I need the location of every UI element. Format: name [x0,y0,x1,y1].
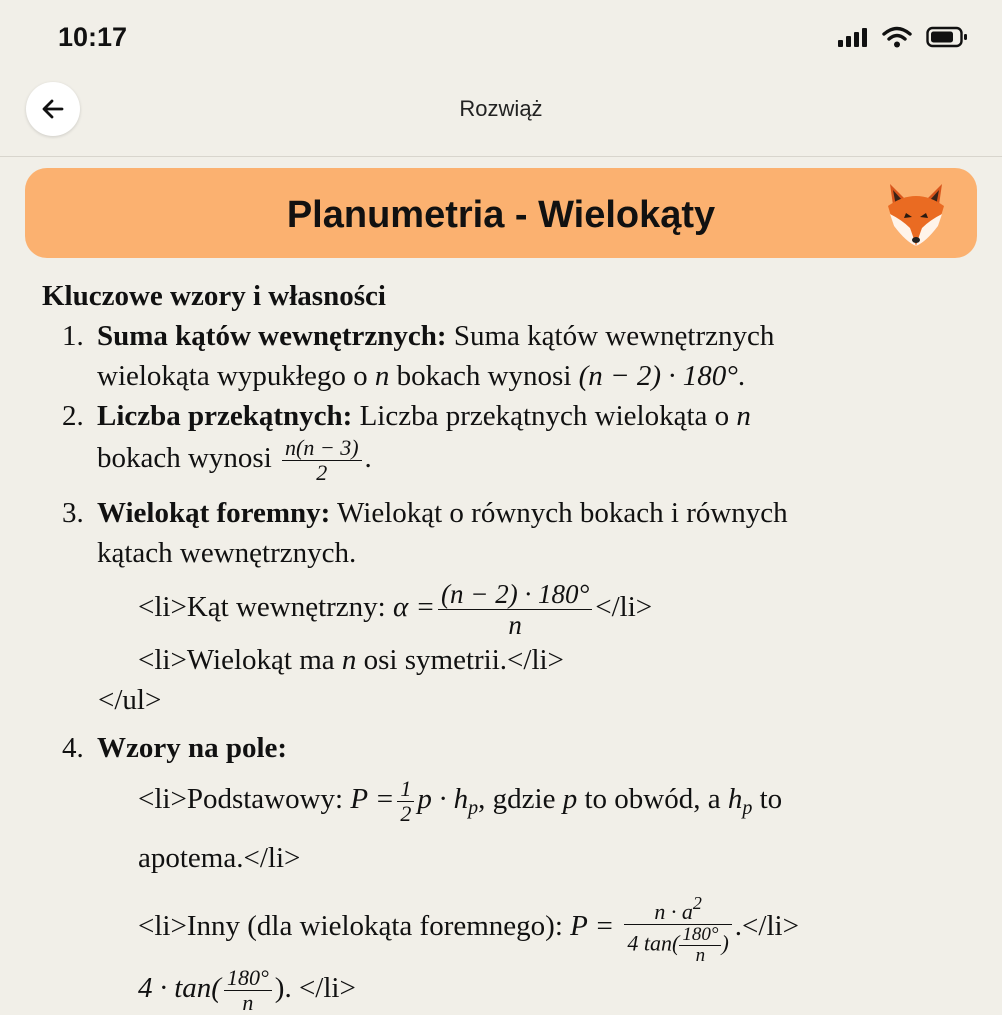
list-item [42,728,972,768]
math-var: p [562,783,578,815]
item-text: bokach wynosi [97,442,280,475]
item-text: to obwód, a [577,783,728,815]
math-formula: P = [350,783,395,815]
list-number: 4. [62,732,84,764]
item-text: to [752,783,783,815]
nav-title: Rozwiąż [459,96,543,121]
math-fraction: $\frac{n(n - 3)}{2}$ [282,436,362,485]
math-formula: 4 · tan( [138,972,221,1005]
signal-icon [838,27,868,47]
section-title: Kluczowe wzory i własności [42,280,386,312]
sublist-item [42,579,972,640]
item-text: <li>Podstawowy: [138,783,351,815]
item-text: . [364,442,372,475]
item-text: ). </li> [274,972,356,1005]
item-text: Liczba przekątnych wielokąta o [352,400,737,432]
math-formula: (n − 2) · 180° [578,360,738,392]
item-text: kątach wewnętrznych. [97,537,357,569]
math-formula: α = [392,591,436,624]
list-number: 2. [62,400,84,432]
page-title: Planumetria - Wielokąty [286,194,716,236]
item-text: apotema.</li> [138,842,301,874]
sublist-item [42,640,972,680]
list-item [42,493,972,573]
wifi-icon [882,26,912,48]
math-fraction: $\frac{(n - 2) \cdot 180^\circ}{n}$ [438,579,592,640]
item-text: Suma kątów wewnętrznych [446,320,775,352]
item-text: , gdzie [478,783,563,815]
math-var: n [341,644,357,676]
math-subscript: p [742,797,753,819]
item-text: bokach wynosi [389,360,579,392]
math-var: h [727,783,743,815]
math-subscript: p [468,797,479,819]
list-number: 3. [62,497,84,529]
sublist-item [42,774,972,883]
list-item [42,396,972,485]
fox-mascot-icon [880,176,952,248]
item-label: Wzory na pole: [97,732,288,764]
list-item [42,316,972,396]
list-number: 1. [62,320,84,352]
status-icons [838,26,968,48]
item-text: . [737,360,746,392]
list-close-tag: </ul> [98,684,162,716]
item-text: osi symetrii.</li> [356,644,564,676]
math-fraction: $n \cdot a^2$ 4 tan( $\frac{180^\circ}{n}$ ) [624,891,731,966]
math-var: n [736,400,751,432]
math-fraction: $\frac{1}{2}$ [397,777,414,826]
item-text: </li> [595,591,653,624]
sublist-item [42,891,972,1015]
math-var: n [374,360,390,392]
item-text: <li>Kąt wewnętrzny: [138,591,393,624]
item-text: Wielokąt o równych bokach i równych [330,497,788,529]
math-formula: p · h [417,783,469,815]
math-formula: P = [570,910,615,943]
item-text: wielokąta wypukłego o [97,360,375,392]
battery-icon [926,26,968,48]
item-label: Liczba przekątnych: [97,400,353,432]
item-label: Suma kątów wewnętrznych: [97,320,447,352]
item-text: <li>Wielokąt ma [138,644,342,676]
item-text: <li>Inny (dla wielokąta foremnego): [138,910,571,943]
item-text: .</li> [734,910,799,943]
content-area [42,276,972,1015]
math-fraction: $\frac{180^\circ}{n}$ [224,966,272,1015]
nav-bar [0,78,1002,157]
item-label: Wielokąt foremny: [97,497,331,529]
status-time: 10:17 [58,22,128,52]
status-bar [0,0,1002,78]
